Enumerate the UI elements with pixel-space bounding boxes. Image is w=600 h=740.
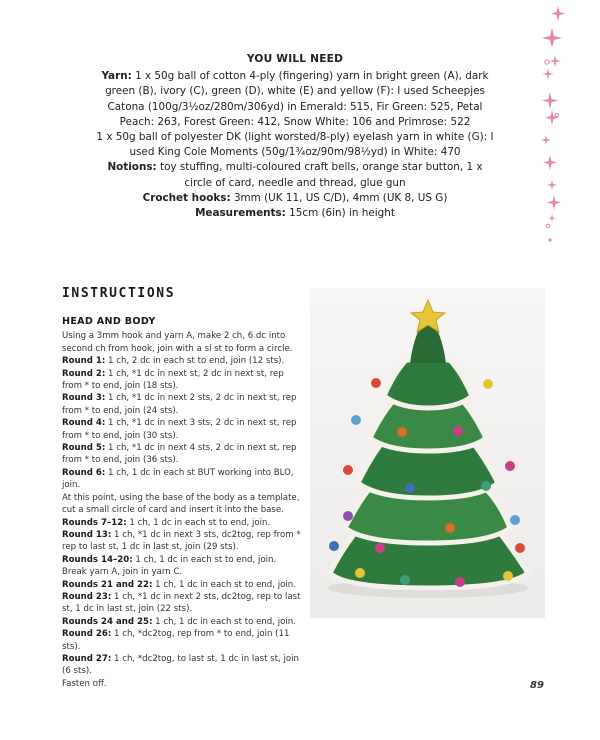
round-line: Round 1: 1 ch, 2 dc in each st to end, join (12 sts). bbox=[62, 356, 285, 367]
hooks-paragraph: Crochet hooks: 3mm (UK 11, US C/D), 4mm (UK 8, US G) bbox=[142, 191, 448, 204]
round-line: Round 3: 1 ch, *1 dc in next 2 sts, 2 dc in next st, rep from * to end, join (24 sts). bbox=[62, 393, 297, 416]
dot-icon bbox=[548, 238, 551, 241]
round-line: Round 27: 1 ch, *dc2tog, to last st, 1 dc in last st, join (6 sts). bbox=[62, 653, 299, 677]
star-icon bbox=[549, 55, 561, 67]
tree-photo bbox=[310, 288, 545, 618]
star-icon bbox=[548, 214, 556, 222]
dot-icon bbox=[545, 60, 549, 64]
round-line: Round 26: 1 ch, *dc2tog, rep from * to end, join (11 sts). bbox=[62, 629, 290, 652]
star-icon bbox=[541, 135, 551, 145]
round-line: Rounds 21 and 22: 1 ch, 1 dc in each st to end, join. bbox=[62, 579, 296, 590]
star-icon bbox=[542, 68, 554, 80]
round-line: Round 23: 1 ch, *1 dc in next 2 sts, dc2tog, rep to last st, 1 dc in last st, join (22 sts). bbox=[62, 591, 301, 615]
yarn-paragraph: Yarn: 1 x 50g ball of cotton 4-ply (fingering) yarn in bright green (A), dark green (B), ivory (C), green (D), white (E) and yellow (F): I used Scheepjes Catona (100g/3½oz/280m/306yd) in Emerald: 515, Fir Green: 525, Petal Peach: 263, Forest Green: 412, Snow White: 106 and Primrose: 522 bbox=[101, 70, 489, 128]
round-line: Round 13: 1 ch, *1 dc in next 3 sts, dc2tog, rep from * rep to last st, 1 dc in last st, join (29 sts). bbox=[62, 529, 301, 553]
page-number: 89 bbox=[530, 680, 544, 691]
dot-icon bbox=[555, 113, 559, 117]
round-line: Rounds 7–12: 1 ch, 1 dc in each st to end, join. bbox=[62, 517, 271, 528]
star-icon bbox=[547, 195, 561, 210]
star-icon bbox=[543, 155, 557, 170]
round-line: Round 5: 1 ch, *1 dc in next 4 sts, 2 dc in next st, rep from * to end, join (36 sts). bbox=[62, 443, 297, 466]
dot-icon bbox=[546, 224, 550, 228]
round-line: Round 6: 1 ch, 1 dc in each st BUT working into BLO, join. bbox=[62, 467, 294, 491]
fasten-note: Fasten off. bbox=[62, 678, 107, 689]
round-line: Round 2: 1 ch, *1 dc in next st, 2 dc in next st, rep from * to end, join (18 sts). bbox=[62, 368, 284, 392]
star-icon bbox=[542, 92, 558, 109]
star-icon bbox=[542, 28, 562, 48]
break-note: Break yarn A, join in yarn C. bbox=[62, 567, 183, 578]
round-line: Rounds 24 and 25: 1 ch, 1 dc in each st to end, join. bbox=[62, 616, 296, 627]
instructions-column bbox=[62, 316, 304, 690]
star-icon bbox=[551, 6, 565, 21]
round-line: Round 4: 1 ch, *1 dc in next 3 sts, 2 dc in next st, rep from * to end, join (30 sts). bbox=[62, 418, 297, 441]
star-icon bbox=[547, 180, 557, 190]
measurements-paragraph: Measurements: 15cm (6in) in height bbox=[195, 207, 395, 220]
intro-text: Using a 3mm hook and yarn A, make 2 ch, 6 dc into second ch from hook, join with a sl st to form a circle. bbox=[62, 331, 293, 354]
you-will-need-section bbox=[95, 52, 495, 221]
notions-paragraph: Notions: toy stuffing, multi-coloured craft bells, orange star button, 1 x circle of card, needle and thread, glue gun bbox=[107, 161, 483, 189]
round-line: Rounds 14–20: 1 ch, 1 dc in each st to end, join. bbox=[62, 554, 277, 565]
section-heading: HEAD AND BODY bbox=[62, 316, 156, 327]
template-note: At this point, using the base of the body as a template, cut a small circle of card and insert it into the base. bbox=[62, 492, 300, 516]
you-will-need-title: YOU WILL NEED bbox=[246, 53, 344, 65]
decorative-stars bbox=[540, 0, 600, 260]
crochet-tree-illustration bbox=[310, 288, 545, 618]
yarn-paragraph-2: 1 x 50g ball of polyester DK (light worsted/8-ply) eyelash yarn in white (G): I used King Cole Moments (50g/1¾oz/90m/98½yd) in White: 470 bbox=[96, 131, 494, 159]
star-icon bbox=[545, 110, 559, 125]
instructions-title: INSTRUCTIONS bbox=[62, 286, 176, 301]
